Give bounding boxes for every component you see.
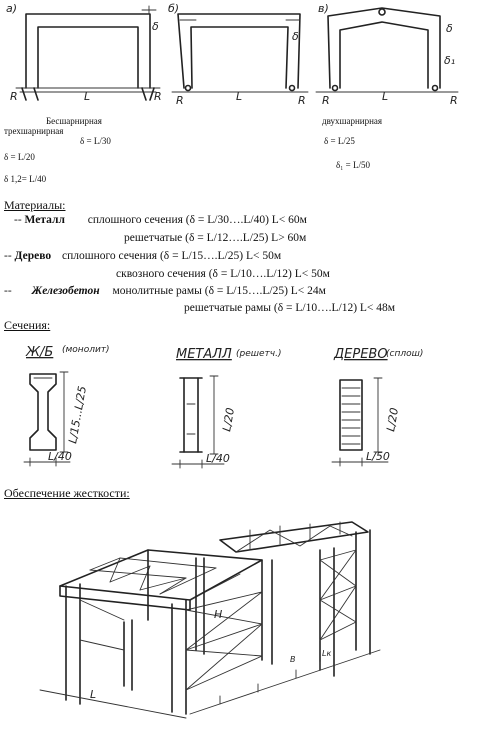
svg-text:L/40: L/40 — [48, 450, 72, 463]
frame-b-label: б) — [168, 2, 180, 15]
svg-text:R: R — [176, 94, 184, 107]
svg-text:L: L — [90, 688, 97, 701]
metal-solid-row: -- Металл сплошного сечения (δ = L/30….L/40) L< 60м — [14, 214, 307, 226]
frame-a-label: а) — [6, 2, 18, 15]
svg-text:L/15...L/25: L/15...L/25 — [66, 384, 90, 445]
caption-d-l25: δ = L/25 — [324, 136, 355, 146]
frame-c-diagram — [316, 2, 458, 107]
svg-text:δ: δ — [292, 30, 299, 43]
rc-section — [24, 345, 110, 466]
svg-text:R: R — [154, 90, 162, 103]
wood-section — [332, 347, 423, 466]
wood-solid-row: -- Дерево сплошного сечения (δ = L/15….L/25) L< 50м — [4, 250, 282, 262]
stiffness-sketch — [0, 500, 480, 728]
caption-two-hinged: двухшарнирная — [322, 116, 383, 126]
caption-fixed: Бесшарнирная — [46, 116, 102, 126]
metal-lattice-row: решетчатые (δ = L/12….L/25) L> 60м — [124, 232, 307, 244]
caption-three-hinged: трехшарнирная — [4, 126, 64, 136]
svg-text:δ₁: δ₁ — [444, 54, 456, 67]
frame-a-diagram — [6, 2, 162, 103]
frame-c-label: в) — [318, 2, 329, 15]
middle-portals — [124, 550, 272, 690]
svg-text:Lк: Lк — [322, 649, 332, 658]
svg-text:L/50: L/50 — [366, 450, 390, 463]
caption-d12-l40: δ 1,2= L/40 — [4, 174, 47, 184]
svg-text:L: L — [236, 90, 243, 103]
caption-d1-l50: δ₁ = L/50 — [336, 160, 370, 170]
rc-mono-row: -- Железобетон монолитные рамы (δ = L/15….L/25) L< 24м — [4, 285, 326, 297]
svg-text:Ж/Б: Ж/Б — [26, 345, 54, 360]
caption-d-l30: δ = L/30 — [80, 136, 111, 146]
svg-text:δ: δ — [446, 22, 453, 35]
svg-text:ДЕРЕВО: ДЕРЕВО — [334, 347, 388, 362]
svg-text:L/20: L/20 — [220, 406, 238, 433]
svg-text:R: R — [322, 94, 330, 107]
sections-heading: Сечения: — [4, 318, 51, 332]
svg-text:(решетч.): (решетч.) — [236, 349, 282, 359]
sections-sketch — [0, 334, 480, 474]
caption-d-l20: δ = L/20 — [4, 152, 35, 162]
svg-text:L/40: L/40 — [206, 452, 230, 465]
svg-text:R: R — [10, 90, 18, 103]
svg-text:(монолит): (монолит) — [62, 345, 110, 355]
svg-text:H: H — [214, 608, 223, 621]
svg-text:δ: δ — [152, 20, 159, 33]
wood-through-row: сквозного сечения (δ = L/10….L/12) L< 50м — [116, 268, 330, 280]
svg-text:B: B — [290, 655, 296, 664]
svg-text:(сплош): (сплош) — [386, 349, 424, 359]
materials-heading: Материалы: — [4, 198, 66, 212]
svg-text:R: R — [298, 94, 306, 107]
stiffness-heading: Обеспечение жесткости: — [4, 486, 130, 500]
wood-label: Дерево — [14, 250, 52, 262]
metal-section — [172, 347, 281, 468]
rc-label: Железобетон — [31, 285, 100, 297]
svg-text:L: L — [382, 90, 389, 103]
metal-label: Металл — [24, 214, 65, 226]
frame-schemes — [0, 0, 480, 112]
rc-lattice-row: решетчатые рамы (δ = L/10….L/12) L< 48м — [184, 302, 396, 314]
svg-text:L: L — [84, 90, 91, 103]
svg-text:R: R — [450, 94, 458, 107]
frame-b-diagram — [168, 2, 308, 107]
svg-text:L/20: L/20 — [384, 406, 402, 433]
ground-dimensions — [40, 608, 380, 718]
svg-text:МЕТАЛЛ: МЕТАЛЛ — [176, 347, 232, 362]
